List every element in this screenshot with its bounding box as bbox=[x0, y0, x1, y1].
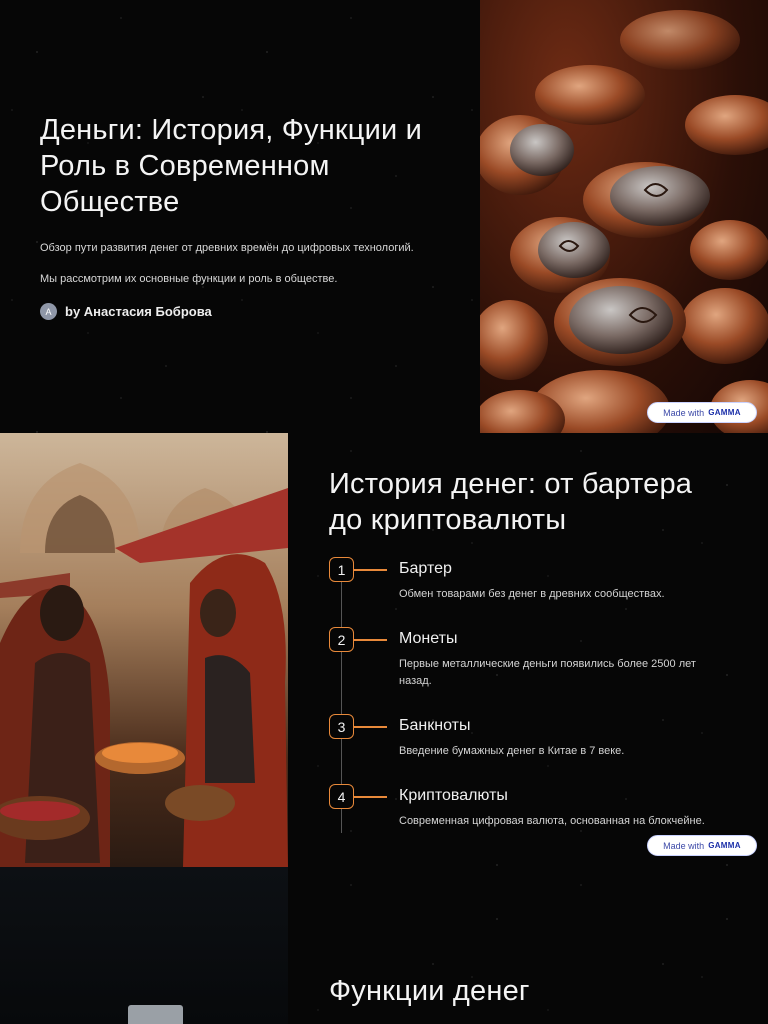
market-image bbox=[0, 433, 288, 867]
intro-description: Обзор пути развития денег от древних времён до цифровых технологий. bbox=[40, 242, 414, 254]
functions-image bbox=[0, 867, 288, 1024]
history-timeline bbox=[329, 557, 739, 830]
badge-prefix: Made with bbox=[663, 840, 705, 851]
timeline-item bbox=[329, 714, 739, 760]
functions-slide bbox=[0, 867, 768, 1024]
title-slide-content bbox=[40, 112, 460, 320]
avatar: A bbox=[40, 303, 57, 320]
author-name: by Анастасия Боброва bbox=[65, 304, 212, 319]
intro-description-secondary: Мы рассмотрим их основные функции и роль в обществе. bbox=[40, 273, 338, 285]
timeline-number: 2 bbox=[329, 627, 354, 652]
timeline-title: Банкноты bbox=[399, 717, 471, 734]
title-slide bbox=[0, 0, 768, 433]
gamma-logo: GAMMA bbox=[708, 841, 741, 850]
section-title: История денег: от бартера до криптовалюты bbox=[329, 468, 693, 536]
badge-prefix: Made with bbox=[663, 407, 705, 418]
timeline-title: Бартер bbox=[399, 560, 452, 577]
timeline-title: Монеты bbox=[399, 630, 458, 647]
timeline-item bbox=[329, 627, 739, 690]
made-with-gamma-badge[interactable] bbox=[647, 402, 757, 423]
coins-image bbox=[480, 0, 768, 433]
timeline-number: 4 bbox=[329, 784, 354, 809]
timeline-description: Первые металлические деньги появились более 2500 лет назад. bbox=[399, 658, 696, 687]
page-title: Деньги: История, Функции и Роль в Современном Обществе bbox=[40, 114, 423, 218]
device-illustration bbox=[128, 1005, 183, 1024]
section-title: Функции денег bbox=[329, 975, 530, 1007]
made-with-gamma-badge[interactable] bbox=[647, 835, 757, 856]
timeline-description: Введение бумажных денег в Китае в 7 веке. bbox=[399, 745, 625, 757]
timeline-item bbox=[329, 784, 739, 830]
timeline-number: 3 bbox=[329, 714, 354, 739]
timeline-title: Криптовалюты bbox=[399, 787, 508, 804]
history-slide bbox=[0, 433, 768, 867]
timeline-description: Современная цифровая валюта, основанная на блокчейне. bbox=[399, 815, 705, 827]
timeline-connector bbox=[354, 726, 387, 728]
timeline-item bbox=[329, 557, 739, 603]
gamma-logo: GAMMA bbox=[708, 408, 741, 417]
timeline-number: 1 bbox=[329, 557, 354, 582]
coins-illustration bbox=[480, 0, 768, 433]
market-illustration bbox=[0, 433, 288, 867]
timeline-description: Обмен товарами без денег в древних сообществах. bbox=[399, 588, 665, 600]
timeline-connector bbox=[354, 569, 387, 571]
author-line bbox=[40, 303, 460, 320]
timeline-connector bbox=[354, 796, 387, 798]
timeline-connector bbox=[354, 639, 387, 641]
